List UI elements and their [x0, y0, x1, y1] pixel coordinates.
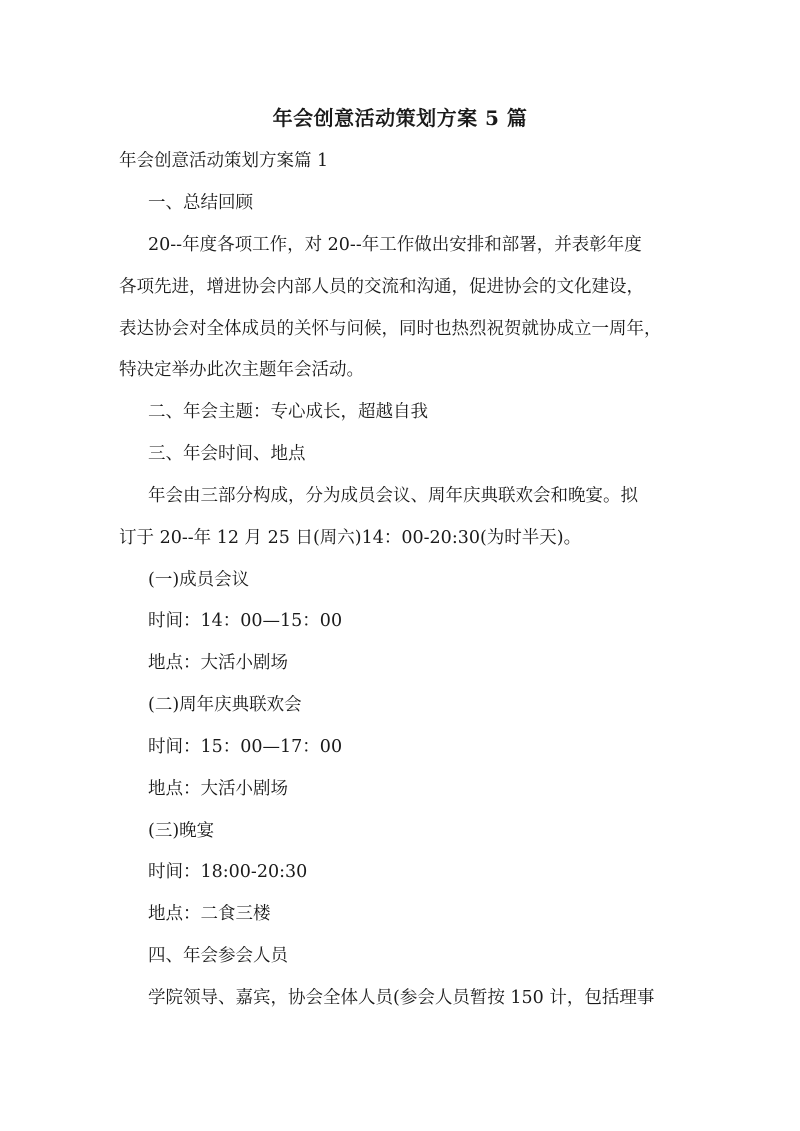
detail-line: 时间：18:00-20:30 [148, 862, 308, 882]
document-subtitle: 年会创意活动策划方案篇 1 [119, 151, 329, 171]
subsection-heading: (三)晚宴 [148, 821, 215, 841]
detail-line: 地点：大活小剧场 [148, 779, 288, 799]
section-heading-summary: 一、总结回顾 [148, 193, 253, 213]
paragraph-line: 年会由三部分构成，分为成员会议、周年庆典联欢会和晚宴。拟 [148, 486, 638, 506]
paragraph-line: 特决定举办此次主题年会活动。 [119, 360, 364, 380]
paragraph-line: 20--年度各项工作，对 20--年工作做出安排和部署，并表彰年度 [148, 235, 642, 255]
paragraph-line: 订于 20--年 12 月 25 日(周六)14：00-20:30(为时半天)。 [119, 528, 582, 548]
section-heading-theme: 二、年会主题：专心成长，超越自我 [148, 402, 428, 422]
subsection-heading: (一)成员会议 [148, 570, 250, 590]
detail-line: 时间：14：00—15：00 [148, 611, 343, 631]
subsection-heading: (二)周年庆典联欢会 [148, 695, 302, 715]
section-heading-time-place: 三、年会时间、地点 [148, 444, 306, 464]
document-title: 年会创意活动策划方案 5 篇 [272, 106, 528, 130]
section-heading-attendees: 四、年会参会人员 [148, 946, 288, 966]
paragraph-line: 表达协会对全体成员的关怀与问候，同时也热烈祝贺就协成立一周年， [119, 319, 662, 339]
paragraph-line: 学院领导、嘉宾，协会全体人员(参会人员暂按 150 计，包括理事 [148, 988, 655, 1008]
detail-line: 地点：二食三楼 [148, 904, 271, 924]
detail-line: 地点：大活小剧场 [148, 653, 288, 673]
paragraph-line: 各项先进，增进协会内部人员的交流和沟通，促进协会的文化建设， [119, 277, 644, 297]
detail-line: 时间：15：00—17：00 [148, 737, 343, 757]
